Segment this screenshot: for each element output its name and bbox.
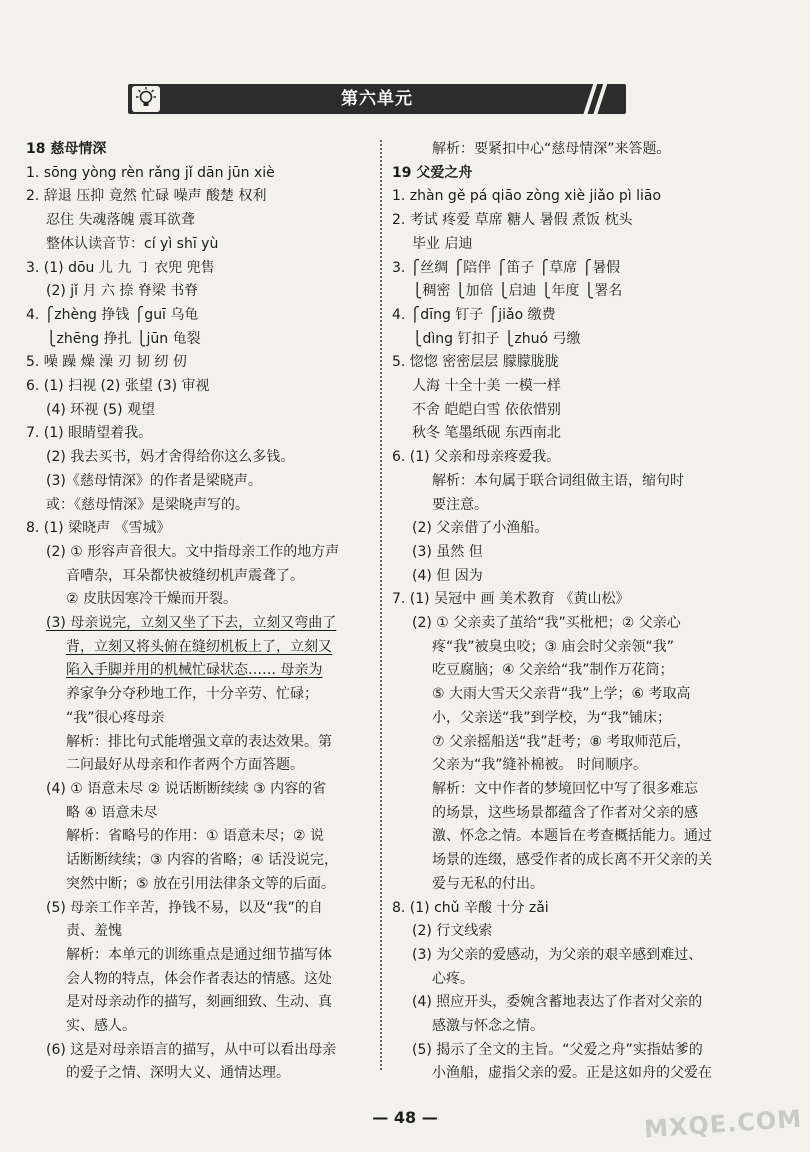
left-line: (3)《慈母情深》的作者是梁晓声。 <box>46 472 262 489</box>
right-line: 激、怀念之情。本题旨在考查概括能力。通过 <box>432 828 712 845</box>
right-line: (3) 虽然 但 <box>412 543 483 560</box>
left-column <box>26 138 376 1086</box>
left-line: 解析：排比句式能增强文章的表达效果。第 <box>66 733 332 750</box>
left-line: 突然中断；⑤ 放在引用法律条文等的后面。 <box>66 875 335 892</box>
left-line: “我”很心疼母亲 <box>66 709 165 726</box>
right-line: ⎩稠密 ⎩加倍 ⎩启迪 ⎩年度 ⎩署名 <box>412 283 623 300</box>
left-line: 8. (1) 梁晓声 《雪城》 <box>26 520 171 537</box>
left-line: 的爱子之情、深明大义、通情达理。 <box>66 1065 290 1082</box>
right-line: 感激与怀念之情。 <box>432 1018 544 1035</box>
right-line: 19 父爱之舟 <box>392 164 473 181</box>
right-line: 人海 十全十美 一模一样 <box>412 378 561 395</box>
right-line: 小渔船，虚指父亲的爱。正是这如舟的父爱在 <box>432 1065 712 1082</box>
left-line: 3. (1) dōu 儿 九 ㇆ 衣兜 兜售 <box>26 259 215 276</box>
left-line: (2) ① 形容声音很大。文中指母亲工作的地方声 <box>46 543 340 560</box>
left-line: 1. sōng yòng rèn rǎng jǐ dān jūn xiè <box>26 164 275 181</box>
right-line: 场景的连缀，感受作者的成长离不开父亲的关 <box>432 852 712 869</box>
right-line: 心疼。 <box>432 970 474 987</box>
left-line: (5) 母亲工作辛苦，挣钱不易，以及“我”的自 <box>46 899 323 916</box>
left-line: 2. 辞退 压抑 竟然 忙碌 噪声 酸楚 权利 <box>26 188 267 205</box>
left-line: 实、感人。 <box>66 1018 136 1035</box>
right-line: 的场景，这些场景都蕴含了作者对父亲的感 <box>432 804 698 821</box>
right-column <box>392 138 777 1086</box>
right-line: 解析：要紧扣中心“慈母情深”来答题。 <box>432 141 671 157</box>
left-line: (2) jǐ 月 六 捺 脊梁 书脊 <box>46 283 199 300</box>
left-line: 或：《慈母情深》是梁晓声写的。 <box>46 496 249 513</box>
right-line: 3. ⎧丝绸 ⎧陪伴 ⎧笛子 ⎧草席 ⎧暑假 <box>392 259 621 276</box>
left-line: 4. ⎧zhèng 挣钱 ⎧guī 乌龟 <box>26 306 199 323</box>
left-line: 18 慈母情深 <box>26 141 107 157</box>
left-line: 养家争分夺秒地工作，十分辛劳、忙碌； <box>66 686 318 703</box>
left-line: (6) 这是对母亲语言的描写，从中可以看出母亲 <box>46 1041 337 1058</box>
right-line: 6. (1) 父亲和母亲疼爱我。 <box>392 449 561 466</box>
right-line: 4. ⎧dīng 钉子 ⎧jiǎo 缴费 <box>392 306 556 323</box>
right-line: 爱与无私的付出。 <box>432 875 544 892</box>
left-line: 7. (1) 眼睛望着我。 <box>26 425 153 442</box>
left-line: (4) 环视 (5) 观望 <box>46 401 156 418</box>
right-line: 小，父亲送“我”到学校，为“我”铺床； <box>432 709 672 726</box>
left-line: 背，立刻又将头俯在缝纫机板上了，立刻又 <box>66 638 332 655</box>
right-line: ⑤ 大雨大雪天父亲背“我”上学；⑥ 考取高 <box>432 686 691 703</box>
column-divider <box>380 140 382 1070</box>
right-line: (3) 为父亲的爱感动，为父亲的艰辛感到难过、 <box>412 946 703 963</box>
right-line: (4) 照应开头，委婉含蓄地表达了作者对父亲的 <box>412 994 703 1011</box>
left-line: (3) 母亲说完，立刻又坐了下去，立刻又弯曲了 <box>46 615 337 632</box>
left-line: 略 ④ 语意未尽 <box>66 804 158 821</box>
left-line: 音嘈杂，耳朵都快被缝纫机声震聋了。 <box>66 567 304 584</box>
left-line: 解析：本单元的训练重点是通过细节描写体 <box>66 946 332 963</box>
left-line: 忍住 失魂落魄 震耳欲聋 <box>46 212 195 229</box>
unit-title: 第六单元 <box>341 89 413 109</box>
right-line: 7. (1) 吴冠中 画 美术教育 《黄山松》 <box>392 591 630 608</box>
right-line: 解析：文中作者的梦境回忆中写了很多难忘 <box>432 780 698 797</box>
left-line: ② 皮肤因寒冷干燥而开裂。 <box>66 591 238 608</box>
right-line: 不舍 皑皑白雪 依依惜别 <box>412 401 561 418</box>
left-line: ⎩zhēng 挣扎 ⎩jūn 龟裂 <box>46 330 201 347</box>
right-line: (2) 行文线索 <box>412 923 493 940</box>
right-line: 疼“我”被臭虫咬；③ 庙会时父亲领“我” <box>432 638 675 655</box>
right-line: (2) ① 父亲卖了茧给“我”买枇杷；② 父亲心 <box>412 615 681 632</box>
right-line: 要注意。 <box>432 496 488 513</box>
right-line: (2) 父亲借了小渔船。 <box>412 520 549 537</box>
left-line: 二问最好从母亲和作者两个方面答题。 <box>66 757 304 774</box>
left-line: (4) ① 语意未尽 ② 说话断断续续 ③ 内容的省 <box>46 780 327 797</box>
left-line: 陷入手脚并用的机械忙碌状态…… 母亲为 <box>66 662 323 679</box>
right-line: 父亲为“我”缝补棉被。 时间顺序。 <box>432 757 647 774</box>
page-number: — 48 — <box>372 1108 438 1127</box>
right-line: 8. (1) chǔ 辛酸 十分 zǎi <box>392 899 549 916</box>
left-line: 责、羞愧 <box>66 923 122 940</box>
left-line: 话断断续续；③ 内容的省略；④ 话没说完， <box>66 852 339 869</box>
left-line: (2) 我去买书，妈才舍得给你这么多钱。 <box>46 449 295 466</box>
right-line: 5. 惚惚 密密层层 朦朦胧胧 <box>392 354 559 371</box>
unit-banner <box>128 84 626 114</box>
right-line: (4) 但 因为 <box>412 567 483 584</box>
right-line: 吃豆腐脑；④ 父亲给“我”制作万花筒； <box>432 662 674 679</box>
right-line: (5) 揭示了全文的主旨。“父爱之舟”实指姑爹的 <box>412 1041 703 1058</box>
left-line: 5. 噪 躁 燥 澡 刃 韧 纫 仞 <box>26 354 187 371</box>
right-line: ⑦ 父亲摇船送“我”赶考；⑧ 考取师范后， <box>432 733 691 750</box>
right-line: 2. 考试 疼爱 草席 糖人 暑假 煮饭 枕头 <box>392 212 633 229</box>
banner-slash-decoration <box>584 84 608 114</box>
right-line: ⎩dìng 钉扣子 ⎩zhuó 弓缴 <box>412 330 581 347</box>
left-line: 6. (1) 扫视 (2) 张望 (3) 审视 <box>26 378 210 395</box>
right-line: 1. zhàn gě pá qiāo zòng xiè jiǎo pì liāo <box>392 188 662 205</box>
left-line: 解析：省略号的作用：① 语意未尽；② 说 <box>66 828 325 845</box>
left-line: 会人物的特点，体会作者表达的情感。这处 <box>66 970 332 987</box>
left-line: 是对母亲动作的描写，刻画细致、生动、真 <box>66 994 332 1011</box>
right-line: 毕业 启迪 <box>412 235 473 252</box>
right-line: 解析：本句属于联合词组做主语，缩句时 <box>432 472 684 489</box>
right-line: 秋冬 笔墨纸砚 东西南北 <box>412 425 561 442</box>
watermark: MXQE.COM <box>643 1104 803 1144</box>
left-line: 整体认读音节：cí yì shī yù <box>46 235 219 252</box>
